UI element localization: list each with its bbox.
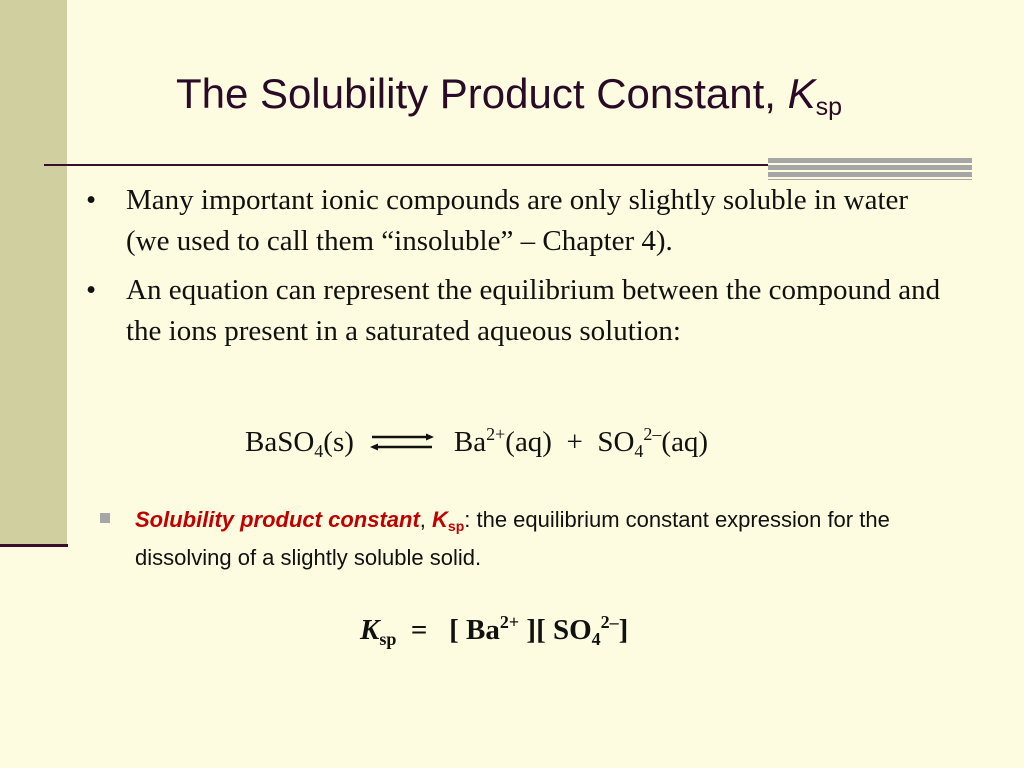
bullet-item xyxy=(86,270,946,352)
square-bullet-icon xyxy=(100,513,110,523)
dissolution-equation xyxy=(245,424,708,462)
anion-symbol: SO xyxy=(597,426,635,458)
bullet-dot-icon: • xyxy=(86,274,97,306)
anion-state: (aq) xyxy=(661,426,709,458)
ksp-k: K xyxy=(360,614,380,646)
title-k: K xyxy=(787,70,816,117)
definition-comma: , xyxy=(419,507,433,532)
ksp-open-bracket: [ Ba xyxy=(449,614,500,646)
definition-term: Solubility product constant xyxy=(135,507,420,532)
definition-body: : the equilibrium constant expression for the dissolving of a slightly soluble solid. xyxy=(135,507,890,570)
anion-charge: 2– xyxy=(643,424,662,444)
cation-state: (aq) xyxy=(505,426,552,458)
title-k-subscript: sp xyxy=(815,93,843,121)
reactant-formula: BaSO xyxy=(245,426,315,458)
anion-subscript: 4 xyxy=(634,441,644,461)
bullet-item xyxy=(86,180,946,262)
bullet-text: An equation can represent the equilibrium between the compound and the ions present in a saturated aqueous solution: xyxy=(126,274,941,347)
bullet-list xyxy=(86,180,946,360)
title-text: The Solubility Product Constant, xyxy=(176,70,788,117)
reactant-subscript: 4 xyxy=(314,441,324,461)
definition-k-subscript: sp xyxy=(447,518,465,534)
bullet-dot-icon: • xyxy=(86,184,97,216)
definition-k: K xyxy=(432,507,448,532)
slide-title xyxy=(176,70,842,122)
ksp-cation-charge: 2+ xyxy=(499,612,520,632)
bullet-text: Many important ionic compounds are only slightly soluble in water (we used to call them “insoluble” – Chapter 4). xyxy=(126,184,909,257)
ksp-expression xyxy=(360,612,628,650)
ksp-subscript: sp xyxy=(379,629,397,649)
ksp-equals: = xyxy=(396,614,450,646)
ksp-anion-charge: 2– xyxy=(600,612,619,632)
ksp-anion-subscript: 4 xyxy=(591,629,601,649)
ksp-close-bracket: ] xyxy=(618,614,629,646)
cation-charge: 2+ xyxy=(486,424,506,444)
cation-symbol: Ba xyxy=(453,426,487,458)
ksp-middle: ][ SO xyxy=(519,614,592,646)
left-bar-rule xyxy=(0,544,68,547)
definition-block xyxy=(100,504,960,573)
left-decorative-bar xyxy=(0,0,67,545)
reactant-state: (s) xyxy=(323,426,354,458)
title-accent-stripes xyxy=(768,158,972,180)
definition-text xyxy=(100,504,960,573)
equilibrium-arrows-icon xyxy=(368,431,436,453)
plus-sign: + xyxy=(566,426,583,458)
